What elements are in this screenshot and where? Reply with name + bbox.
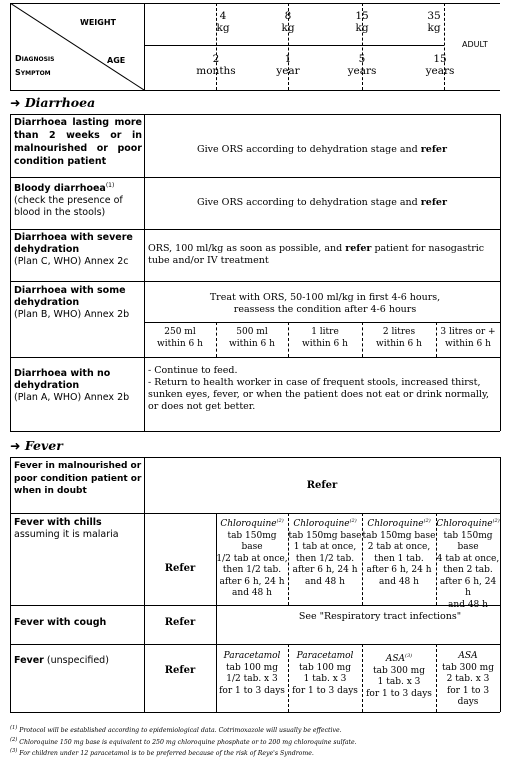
row-label: Diarrhoea with severe dehydration (Plan C, WHO) Annex 2c	[14, 232, 133, 267]
row-label: Fever with cough	[14, 617, 107, 628]
drug-cell: Chloroquine$^{(2)}$ tab 150mg base 1 tab at once, then 1/2 tab. after 6 h, 24 h and 48 h	[288, 518, 362, 587]
dose-cell: 1 litre within 6 h	[302, 327, 348, 349]
drug-cell: Chloroquine$^{(2)}$ tab 150mg base 1/2 tab at once, then 1/2 tab. after 6 h, 24 h and 48 h	[216, 518, 288, 598]
row-instruction: See "Respiratory tract infections"	[298, 611, 462, 622]
footnotes	[10, 724, 500, 759]
arrow-right-icon: ➜	[10, 95, 21, 110]
refer-text: Refer	[164, 617, 196, 628]
weight-value: 4 kg	[216, 10, 230, 34]
section-title-fever: ➜ Fever	[10, 438, 63, 453]
dose-cell: 2 litres within 6 h	[376, 327, 422, 349]
dose-cell: 250 ml within 6 h	[157, 327, 203, 349]
drug-cell: Chloroquine$^{(2)}$ tab 150mg base 4 tab at once, then 2 tab. after 6 h, 24 h and 48 h	[436, 518, 500, 610]
row-label: Fever with chills assuming it is malaria	[14, 517, 119, 540]
row-label: Diarrhoea with no dehydration (Plan A, WHO) Annex 2b	[14, 368, 130, 403]
refer-text: Refer	[164, 563, 196, 574]
bullet-list	[148, 365, 498, 413]
age-value: 2 months	[196, 53, 236, 77]
arrow-right-icon: ➜	[10, 438, 21, 453]
weight-value: 8 kg	[281, 10, 295, 34]
row-instruction: ORS, 100 ml/kg as soon as possible, and refer patient for nasogastric tube and/or IV treatment	[148, 243, 485, 266]
row-label: Bloody diarrhoea$^{(1)}$ (check the presence of blood in the stools)	[14, 182, 123, 219]
weight-label: WEIGHT	[80, 18, 116, 27]
drug-cell: Paracetamol tab 100 mg 1 tab. x 3 for 1 to 3 days	[292, 651, 358, 696]
footnote: $^{(2)}$ Chloroquine 150 mg base is equivalent to 250 mg chloroquine phosphate or to 200 mg chloroquine sulfate.	[10, 736, 357, 746]
bullet-item: - Return to health worker in case of frequent stools, increased thirst, sunken eyes, fever, or when the patient does not eat or drink normally, or does not get better.	[148, 377, 490, 412]
adult-label: ADULT	[462, 40, 488, 49]
row-label: Diarrhoea with some dehydration (Plan B, WHO) Annex 2b	[14, 285, 130, 320]
drug-cell: ASA$^{(3)}$ tab 300 mg 1 tab. x 3 for 1 to 3 days	[366, 653, 432, 699]
row-label: Diarrhoea lasting more than 2 weeks or in malnourished or poor condition patient	[14, 117, 142, 167]
drug-cell: Chloroquine$^{(2)}$ tab 150mg base 2 tab at once, then 1 tab. after 6 h, 24 h and 48 h	[362, 518, 436, 587]
age-value: 15 years	[425, 53, 455, 77]
refer-text: Refer	[306, 480, 338, 491]
drug-cell: Paracetamol tab 100 mg 1/2 tab. x 3 for 1 to 3 days	[219, 651, 285, 696]
drug-cell: ASA tab 300 mg 2 tab. x 3 for 1 to 3 days	[442, 651, 494, 707]
row-label: Fever (unspecified)	[14, 655, 109, 666]
age-label: AGE	[107, 56, 126, 65]
dose-cell: 500 ml within 6 h	[229, 327, 275, 349]
dose-cell: 3 litres or + within 6 h	[440, 327, 496, 349]
row-instruction: Treat with ORS, 50-100 ml/kg in first 4-6 hours, reassess the condition after 4-6 hours	[209, 292, 441, 315]
diagnosis-label: Diagnosis	[15, 54, 55, 63]
footnote: $^{(1)}$ Protocol will be established according to epidemiological data. Cotrimoxazole will usually be effective.	[10, 725, 342, 735]
row-label: Fever in malnourished or poor condition patient or when in doubt	[14, 461, 142, 496]
refer-text: Refer	[164, 665, 196, 676]
footnote: $^{(3)}$ For children under 12 paracetamol is to be preferred because of the risk of Reye's Syndrome.	[10, 748, 314, 758]
weight-value: 35 kg	[427, 10, 441, 34]
section-title-diarrhoea: ➜ Diarrhoea	[10, 95, 96, 110]
row-instruction: Give ORS according to dehydration stage and refer	[197, 144, 447, 155]
bullet-item: - Continue to feed.	[148, 365, 238, 376]
weight-value: 15 kg	[355, 10, 369, 34]
age-value: 5 years	[347, 53, 377, 77]
row-instruction: Give ORS according to dehydration stage and refer	[197, 197, 447, 208]
age-value: 1 year	[276, 53, 300, 77]
symptom-label: Symptom	[15, 68, 51, 77]
